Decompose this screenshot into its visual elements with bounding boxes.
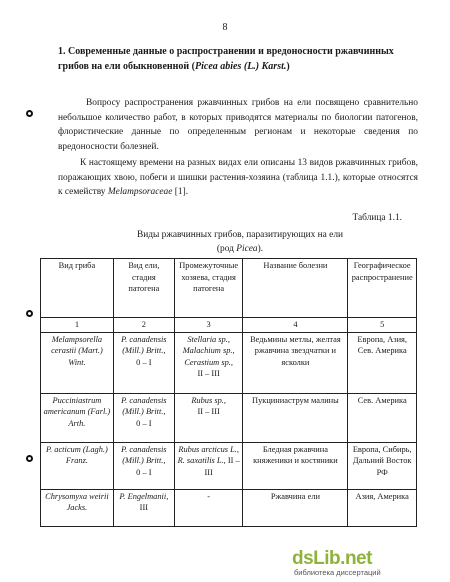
host-species: - bbox=[207, 491, 211, 501]
heading-text-start: Современные данные о распространении и вредоносности ржавчинных грибов на ели обыкновенной ( bbox=[58, 46, 394, 72]
paragraph-2-family: Melampsoraceae bbox=[107, 187, 173, 198]
spruce-species: P. canadensis (Mill.) Britt., bbox=[121, 334, 167, 356]
header-cell: Вид гриба bbox=[41, 259, 114, 318]
spruce-cell bbox=[113, 489, 174, 526]
host-species: Rubus arcticus L., R. saxatilis L., bbox=[177, 444, 239, 466]
header-cell: Промежуточные хозяева, стадия патогена bbox=[174, 259, 243, 318]
spruce-stage: III bbox=[139, 503, 149, 513]
spruce-species: P. canadensis (Mill.) Britt., bbox=[121, 395, 167, 417]
hosts-cell bbox=[174, 489, 243, 526]
header-cell: Географическое распространение bbox=[348, 259, 417, 318]
bullet-marker-icon bbox=[26, 455, 33, 462]
heading-text-end: ) bbox=[286, 61, 290, 72]
heading-number: 1. bbox=[58, 46, 66, 57]
bullet-marker-icon bbox=[26, 110, 33, 117]
spruce-species: P. canadensis (Mill.) Britt., bbox=[121, 444, 167, 466]
table-row bbox=[41, 489, 417, 526]
disease-cell: Ржавчина ели bbox=[243, 489, 348, 526]
spruce-cell bbox=[113, 393, 174, 442]
hosts-cell bbox=[174, 393, 243, 442]
column-number: 1 bbox=[41, 318, 114, 333]
header-cell: Вид ели, стадия патогена bbox=[113, 259, 174, 318]
table-number-row bbox=[41, 318, 417, 333]
disease-cell: Пукциниаструм малины bbox=[243, 393, 348, 442]
header-cell: Название болезни bbox=[243, 259, 348, 318]
column-number: 5 bbox=[348, 318, 417, 333]
caption-genus: Picea bbox=[236, 244, 258, 254]
spruce-cell bbox=[113, 442, 174, 489]
spruce-cell bbox=[113, 332, 174, 393]
fungus-cell: Pucciniastrum americanum (Farl.) Arth. bbox=[41, 393, 114, 442]
fungus-cell: P. acticum (Lagh.) Franz. bbox=[41, 442, 114, 489]
table-row bbox=[41, 442, 417, 489]
geo-cell: Европа, Сибирь, Дальний Восток РФ bbox=[348, 442, 417, 489]
host-species: Rubus sp., bbox=[191, 395, 226, 405]
hosts-cell bbox=[174, 442, 243, 489]
table-row bbox=[41, 332, 417, 393]
rust-fungi-table bbox=[40, 258, 417, 527]
bullet-marker-icon bbox=[26, 310, 33, 317]
hosts-cell bbox=[174, 332, 243, 393]
host-stage: II – III bbox=[197, 407, 220, 417]
caption-genus-suffix: ). bbox=[257, 244, 264, 254]
table-header-row bbox=[41, 259, 417, 318]
spruce-stage: 0 – I bbox=[136, 357, 152, 367]
geo-cell: Азия, Америка bbox=[348, 489, 417, 526]
paragraph-2-text: К настоящему времени на разных видах ели описаны 13 видов ржавчинных грибов, поражающих хвою, побеги и шишки растения-хозяина (таблица 1.1.), которые относятся к семейству bbox=[58, 158, 418, 198]
table-caption bbox=[120, 228, 360, 256]
table-caption-line2 bbox=[120, 242, 360, 256]
host-stage: II – III bbox=[204, 456, 240, 477]
heading-species: Picea abies (L.) Karst. bbox=[195, 61, 287, 72]
paragraph-1: Вопросу распространения ржавчинных грибов на ели посвящено сравнительно небольшое количество работ, в которых приводятся материалы по биологии патогенов, флористические данные по определенным регионам и некоторые сведения по вредоносности болезней. bbox=[58, 98, 418, 152]
watermark-subtitle: библиотека диссертаций bbox=[294, 568, 381, 577]
host-stage: II – III bbox=[197, 369, 220, 379]
host-species: Stellaria sp., Malachium sp., Cerastium sp., bbox=[182, 334, 235, 367]
geo-cell: Европа, Азия, Сев. Америка bbox=[348, 332, 417, 393]
table-row bbox=[41, 393, 417, 442]
fungus-cell: Chrysomyxa weirii Jacks. bbox=[41, 489, 114, 526]
dslib-watermark bbox=[292, 546, 442, 576]
table-caption-line1: Виды ржавчинных грибов, паразитирующих на ели bbox=[136, 230, 344, 240]
spruce-stage: 0 – I bbox=[136, 418, 152, 428]
spruce-stage: 0 – I bbox=[136, 467, 152, 477]
caption-genus-prefix: (род bbox=[216, 244, 237, 254]
table-label: Таблица 1.1. bbox=[352, 213, 402, 223]
column-number: 4 bbox=[243, 318, 348, 333]
disease-cell: Бледная ржавчина княженики и костяники bbox=[243, 442, 348, 489]
disease-cell: Ведьмины метлы, желтая ржавчина звездчатки и ясколки bbox=[243, 332, 348, 393]
column-number: 3 bbox=[174, 318, 243, 333]
watermark-logo: dsLib.net bbox=[292, 548, 372, 569]
page-number: 8 bbox=[222, 22, 228, 33]
spruce-species: P. Engelmanii, bbox=[119, 491, 169, 501]
paragraph-2-ref: [1]. bbox=[172, 187, 189, 198]
section-heading bbox=[58, 44, 413, 74]
paragraph-2 bbox=[58, 156, 418, 200]
column-number: 2 bbox=[113, 318, 174, 333]
geo-cell: Сев. Америка bbox=[348, 393, 417, 442]
fungus-cell: Melampsorella cerastii (Mart.) Wint. bbox=[41, 332, 114, 393]
